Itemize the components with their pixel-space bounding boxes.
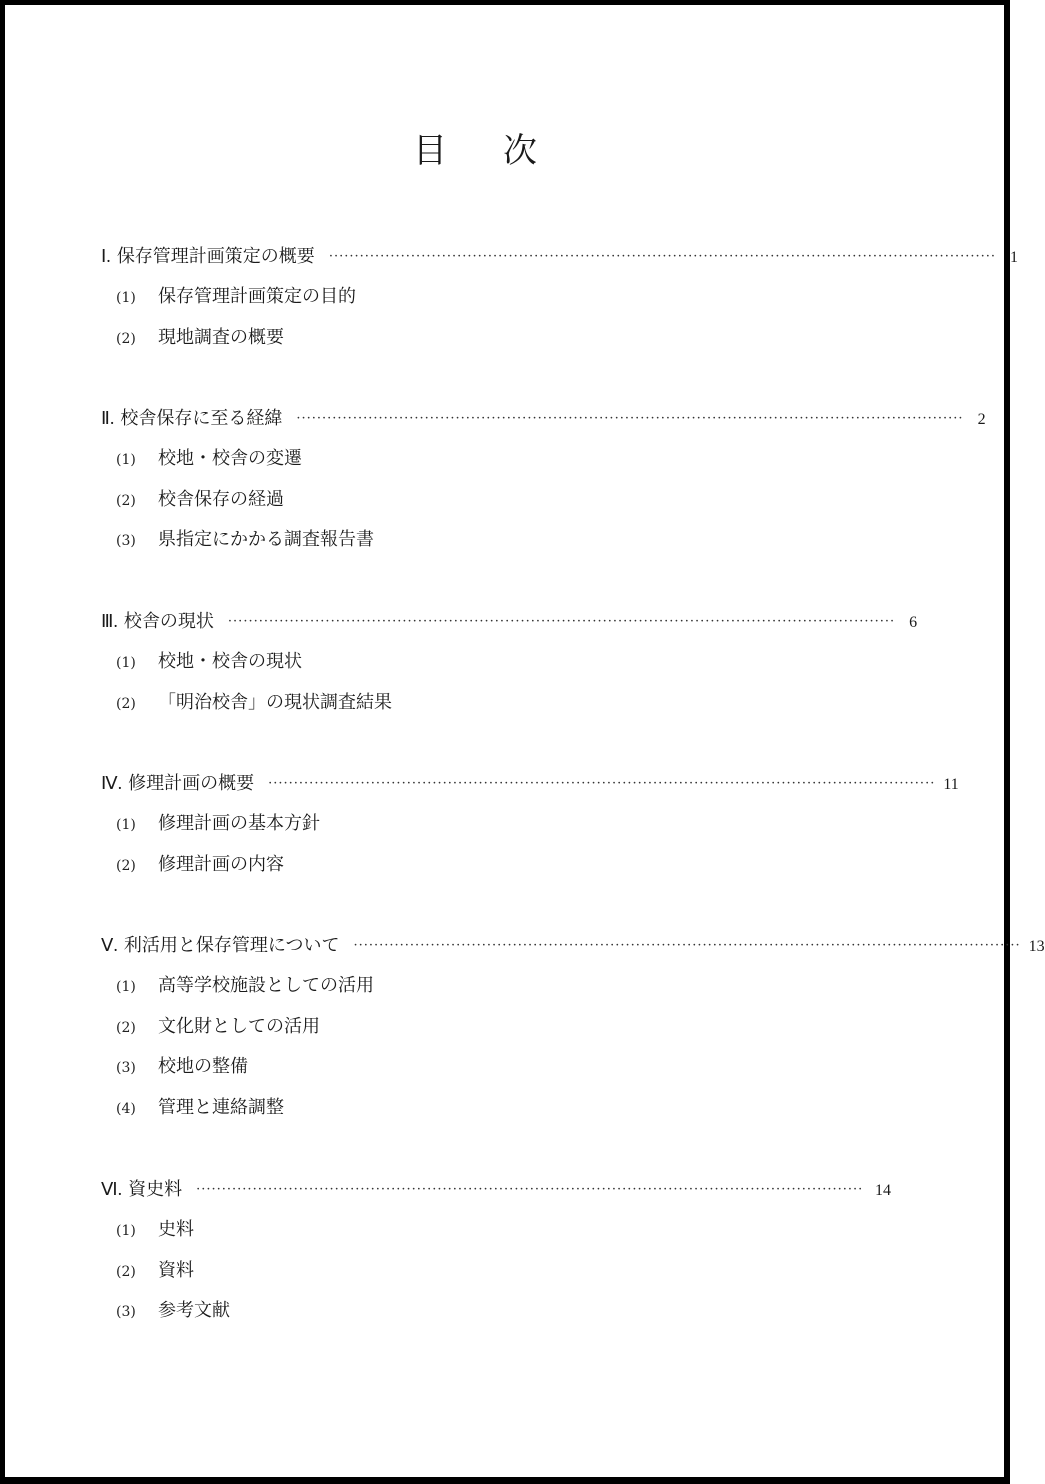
- toc-heading[interactable]: [101, 404, 986, 444]
- item-number: (2): [116, 857, 136, 874]
- item-text: 参考文献: [158, 1300, 230, 1321]
- toc-item: [101, 282, 891, 323]
- toc-heading[interactable]: [101, 931, 1045, 971]
- toc-item: [101, 1215, 891, 1256]
- toc-section-1: [101, 242, 1019, 363]
- page-number: 2: [977, 411, 986, 428]
- toc-heading[interactable]: [101, 769, 959, 809]
- heading-number: Ⅰ.: [101, 246, 111, 266]
- item-number: (1): [116, 655, 136, 671]
- toc-item: [101, 323, 891, 364]
- heading-number: Ⅱ.: [101, 408, 115, 428]
- title-char-1: 目: [413, 131, 447, 171]
- item-text: 高等学校施設としての活用: [158, 975, 374, 996]
- item-text: 校地の整備: [158, 1056, 248, 1077]
- dot-leader: ··································································································································: [328, 249, 997, 264]
- page-number: 11: [943, 776, 959, 793]
- heading-number: Ⅴ.: [101, 935, 118, 955]
- toc-section-5: [101, 931, 1045, 1133]
- toc-section-4: [101, 769, 959, 890]
- item-text: 現地調査の概要: [158, 326, 284, 348]
- toc-item: [101, 525, 891, 566]
- item-number: (1): [116, 290, 136, 306]
- heading-text: 利活用と保存管理について: [123, 935, 340, 956]
- item-number: (2): [116, 1019, 136, 1036]
- dot-leader: ··································································································································: [196, 1182, 864, 1197]
- item-number: (3): [116, 1304, 136, 1320]
- item-text: 校地・校舎の変遷: [158, 448, 302, 469]
- toc-heading[interactable]: [101, 607, 918, 647]
- dot-leader: ··································································································································: [227, 614, 896, 629]
- toc-item: [101, 647, 891, 688]
- page-number: 1: [1010, 249, 1019, 266]
- item-number: (2): [116, 695, 136, 712]
- item-text: 管理と連絡調整: [158, 1096, 284, 1118]
- page-title: [5, 123, 945, 172]
- title-char-2: 次: [503, 131, 537, 171]
- item-number: (3): [116, 1060, 136, 1076]
- item-text: 保存管理計画策定の目的: [158, 286, 356, 307]
- toc-section-6: [101, 1175, 891, 1337]
- item-number: (1): [116, 817, 136, 833]
- toc-item: [101, 1296, 891, 1337]
- heading-number: Ⅲ.: [101, 611, 118, 631]
- toc-item: [101, 1093, 891, 1134]
- item-number: (2): [116, 492, 136, 509]
- toc-section-2: [101, 404, 986, 566]
- item-number: (1): [116, 979, 136, 995]
- toc-item: [101, 1256, 891, 1297]
- page-number: 6: [909, 614, 918, 631]
- toc-item: [101, 1052, 891, 1093]
- heading-text: 校舎の現状: [123, 611, 214, 632]
- heading-text: 保存管理計画策定の概要: [116, 246, 315, 267]
- item-number: (3): [116, 533, 136, 549]
- toc-heading[interactable]: [101, 242, 1019, 282]
- heading-text: 修理計画の概要: [128, 773, 255, 794]
- heading-number: Ⅵ.: [101, 1179, 123, 1199]
- dot-leader: ··································································································································: [268, 776, 936, 791]
- toc-section-3: [101, 607, 918, 728]
- item-text: 「明治校舎」の現状調査結果: [158, 691, 392, 713]
- item-text: 修理計画の基本方針: [158, 813, 320, 834]
- item-text: 資料: [158, 1259, 194, 1281]
- toc-item: [101, 485, 891, 526]
- item-text: 文化財としての活用: [158, 1015, 320, 1037]
- heading-number: Ⅳ.: [101, 773, 123, 793]
- item-number: (1): [116, 1223, 136, 1239]
- toc-item: [101, 688, 891, 729]
- heading-text: 資史料: [128, 1179, 183, 1200]
- toc-item: [101, 850, 891, 891]
- dot-leader: ··································································································································: [353, 938, 1021, 953]
- toc-item: [101, 444, 891, 485]
- item-text: 史料: [158, 1219, 194, 1240]
- item-text: 校地・校舎の現状: [158, 651, 302, 672]
- item-number: (4): [116, 1100, 136, 1117]
- item-text: 修理計画の内容: [158, 853, 284, 875]
- item-text: 県指定にかかる調査報告書: [158, 529, 374, 550]
- item-number: (2): [116, 330, 136, 347]
- toc-item: [101, 809, 891, 850]
- dot-leader: ··································································································································: [296, 411, 964, 426]
- item-number: (2): [116, 1263, 136, 1280]
- page-number: 13: [1028, 938, 1045, 955]
- toc-item: [101, 1012, 891, 1053]
- page-number: 14: [875, 1182, 891, 1199]
- toc-item: [101, 971, 891, 1012]
- item-number: (1): [116, 452, 136, 468]
- item-text: 校舎保存の経過: [158, 488, 284, 510]
- toc-heading[interactable]: [101, 1175, 891, 1215]
- heading-text: 校舎保存に至る経緯: [120, 408, 283, 429]
